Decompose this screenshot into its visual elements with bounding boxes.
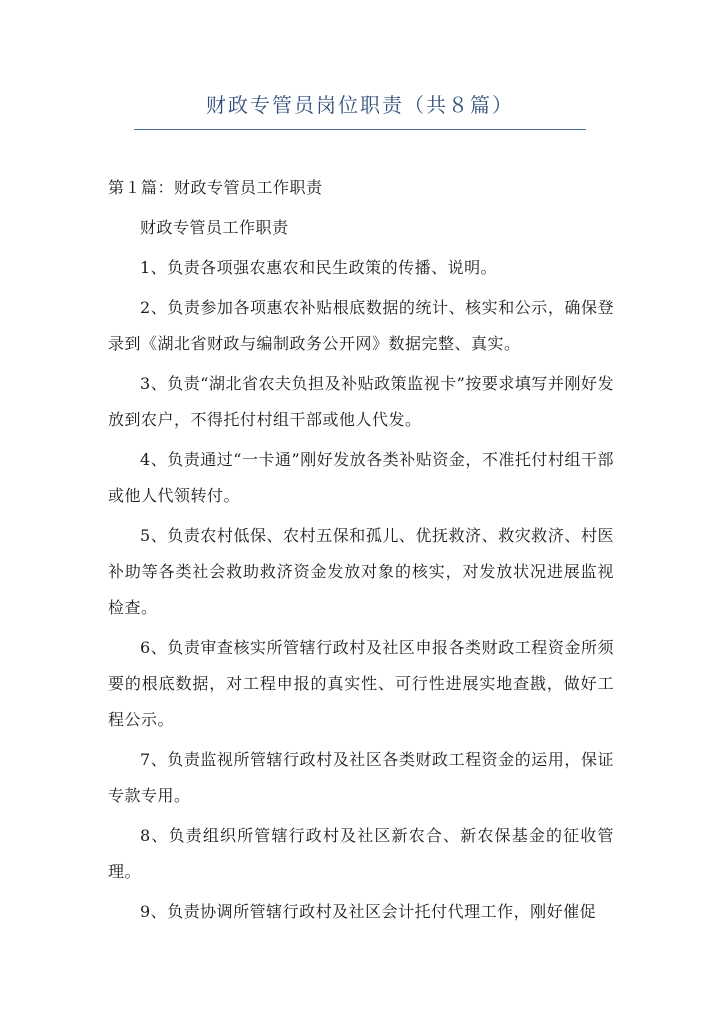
section-subtitle: 财政专管员工作职责 — [140, 218, 289, 237]
duty-item-9: 9、负责协调所管辖行政村及社区会计托付代理工作，刚好催促 — [140, 902, 597, 921]
document-body — [108, 170, 614, 934]
duty-item-5: 5、负责农村低保、农村五保和孤儿、优抚救济、救灾救济、村医补助等各类社会救助救济资金发放对象的核实，对发放状况进展监视检查。 — [108, 526, 614, 617]
document-title: 财政专管员岗位职责（共８篇） — [206, 93, 514, 117]
duty-item-1: 1、负责各项强农惠农和民生政策的传播、说明。 — [140, 258, 498, 277]
duty-item-3: 3、负责“湖北省农夫负担及补贴政策监视卡”按要求填写并刚好发放到农户，不得托付村组干部或他人代发。 — [108, 374, 614, 429]
title-underline — [134, 129, 586, 130]
duty-item-4: 4、负责通过“一卡通”刚好发放各类补贴资金，不准托付村组干部或他人代领转付。 — [108, 450, 614, 505]
section-heading: 第１篇：财政专管员工作职责 — [108, 178, 323, 197]
duty-item-7: 7、负责监视所管辖行政村及社区各类财政工程资金的运用，保证专款专用。 — [108, 750, 614, 805]
duty-item-6: 6、负责审查核实所管辖行政村及社区申报各类财政工程资金所须要的根底数据，对工程申报的真实性、可行性进展实地查戡，做好工程公示。 — [108, 638, 614, 729]
duty-item-2: 2、负责参加各项惠农补贴根底数据的统计、核实和公示，确保登录到《湖北省财政与编制政务公开网》数据完整、真实。 — [108, 298, 614, 353]
duty-item-8: 8、负责组织所管辖行政村及社区新农合、新农保基金的征收管理。 — [108, 826, 614, 881]
